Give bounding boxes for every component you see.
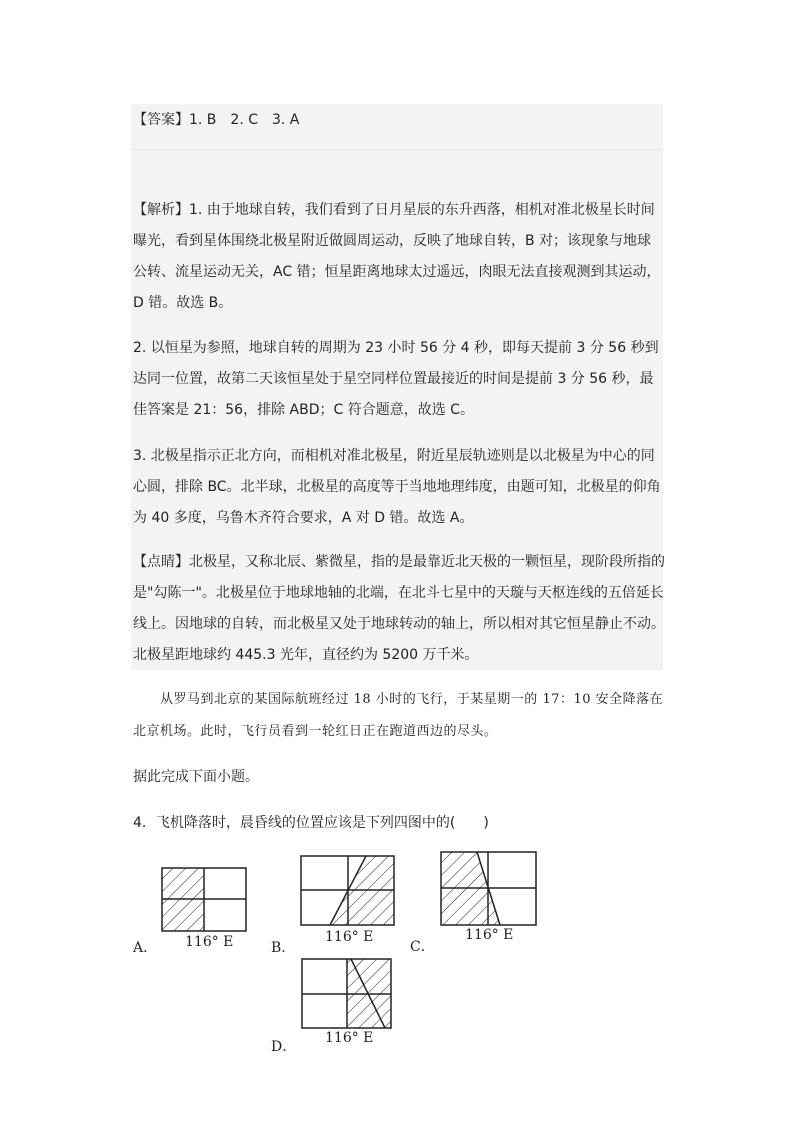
option-b-label[interactable]: B．: [271, 940, 296, 956]
analysis-paragraph-1: 【解析】1. 由于地球自转，我们看到了日月星辰的东升西落，相机对准北极星长时间曝光，看到星体围绕北极星附近做圆周运动，反映了地球自转，B 对；该现象与地球公转、流星运动无关，AC 错；恒星距离地球太过遥远，肉眼无法直接观测到其运动，D 错。故选 B。: [133, 202, 661, 311]
option-c-longitude: 116° E: [465, 927, 514, 943]
option-c-figure[interactable]: [440, 851, 538, 927]
option-a-longitude: 116° E: [185, 934, 234, 950]
option-a-figure[interactable]: [161, 867, 247, 933]
passage-line-1: 从罗马到北京的某国际航班经过 18 小时的飞行，于某星期一的 17：10 安全降落在: [160, 692, 664, 707]
passage-line-2: 北京机场。此时，飞行员看到一轮红日正在跑道西边的尽头。: [133, 724, 498, 739]
option-d-label[interactable]: D．: [271, 1039, 297, 1055]
analysis-paragraph-2: 2. 以恒星为参照，地球自转的周期为 23 小时 56 分 4 秒，即每天提前 3 分 56 秒到达同一位置，故第二天该恒星处于星空同样位置最接近的时间是提前 3 分 56 秒，最佳答案是 21：56，排除 ABD；C 符合题意，故选 C。: [133, 340, 659, 418]
answer-line: 【答案】1. B 2. C 3. A: [133, 112, 300, 128]
option-b-longitude: 116° E: [325, 929, 374, 945]
option-a-label[interactable]: A．: [133, 940, 158, 956]
question-4-stem: 4．飞机降落时，晨昏线的位置应该是下列四图中的( ): [133, 815, 489, 831]
option-c-label[interactable]: C．: [410, 939, 435, 955]
prompt-text: 据此完成下面小题。: [133, 769, 259, 785]
key-point-paragraph: 【点睛】北极星，又称北辰、紫微星，指的是最靠近北天极的一颗恒星，现阶段所指的是"勾陈一"。北极星位于地球地轴的北端，在北斗七星中的天璇与天枢连线的五倍延长线上。因地球的自转，而北极星又处于地球转动的轴上，所以相对其它恒星静止不动。北极星距地球约 445.3 光年，直径约为 5200 万千米。: [133, 554, 665, 663]
option-d-figure[interactable]: [301, 958, 393, 1030]
option-b-figure[interactable]: [300, 855, 396, 927]
divider: [131, 149, 663, 150]
option-d-longitude: 116° E: [325, 1030, 374, 1046]
analysis-paragraph-3: 3. 北极星指示正北方向，而相机对准北极星，附近星辰轨迹则是以北极星为中心的同心圆，排除 BC。北半球，北极星的高度等于当地地理纬度，由题可知，北极星的仰角为 40 多度，乌鲁木齐符合要求，A 对 D 错。故选 A。: [133, 448, 661, 526]
